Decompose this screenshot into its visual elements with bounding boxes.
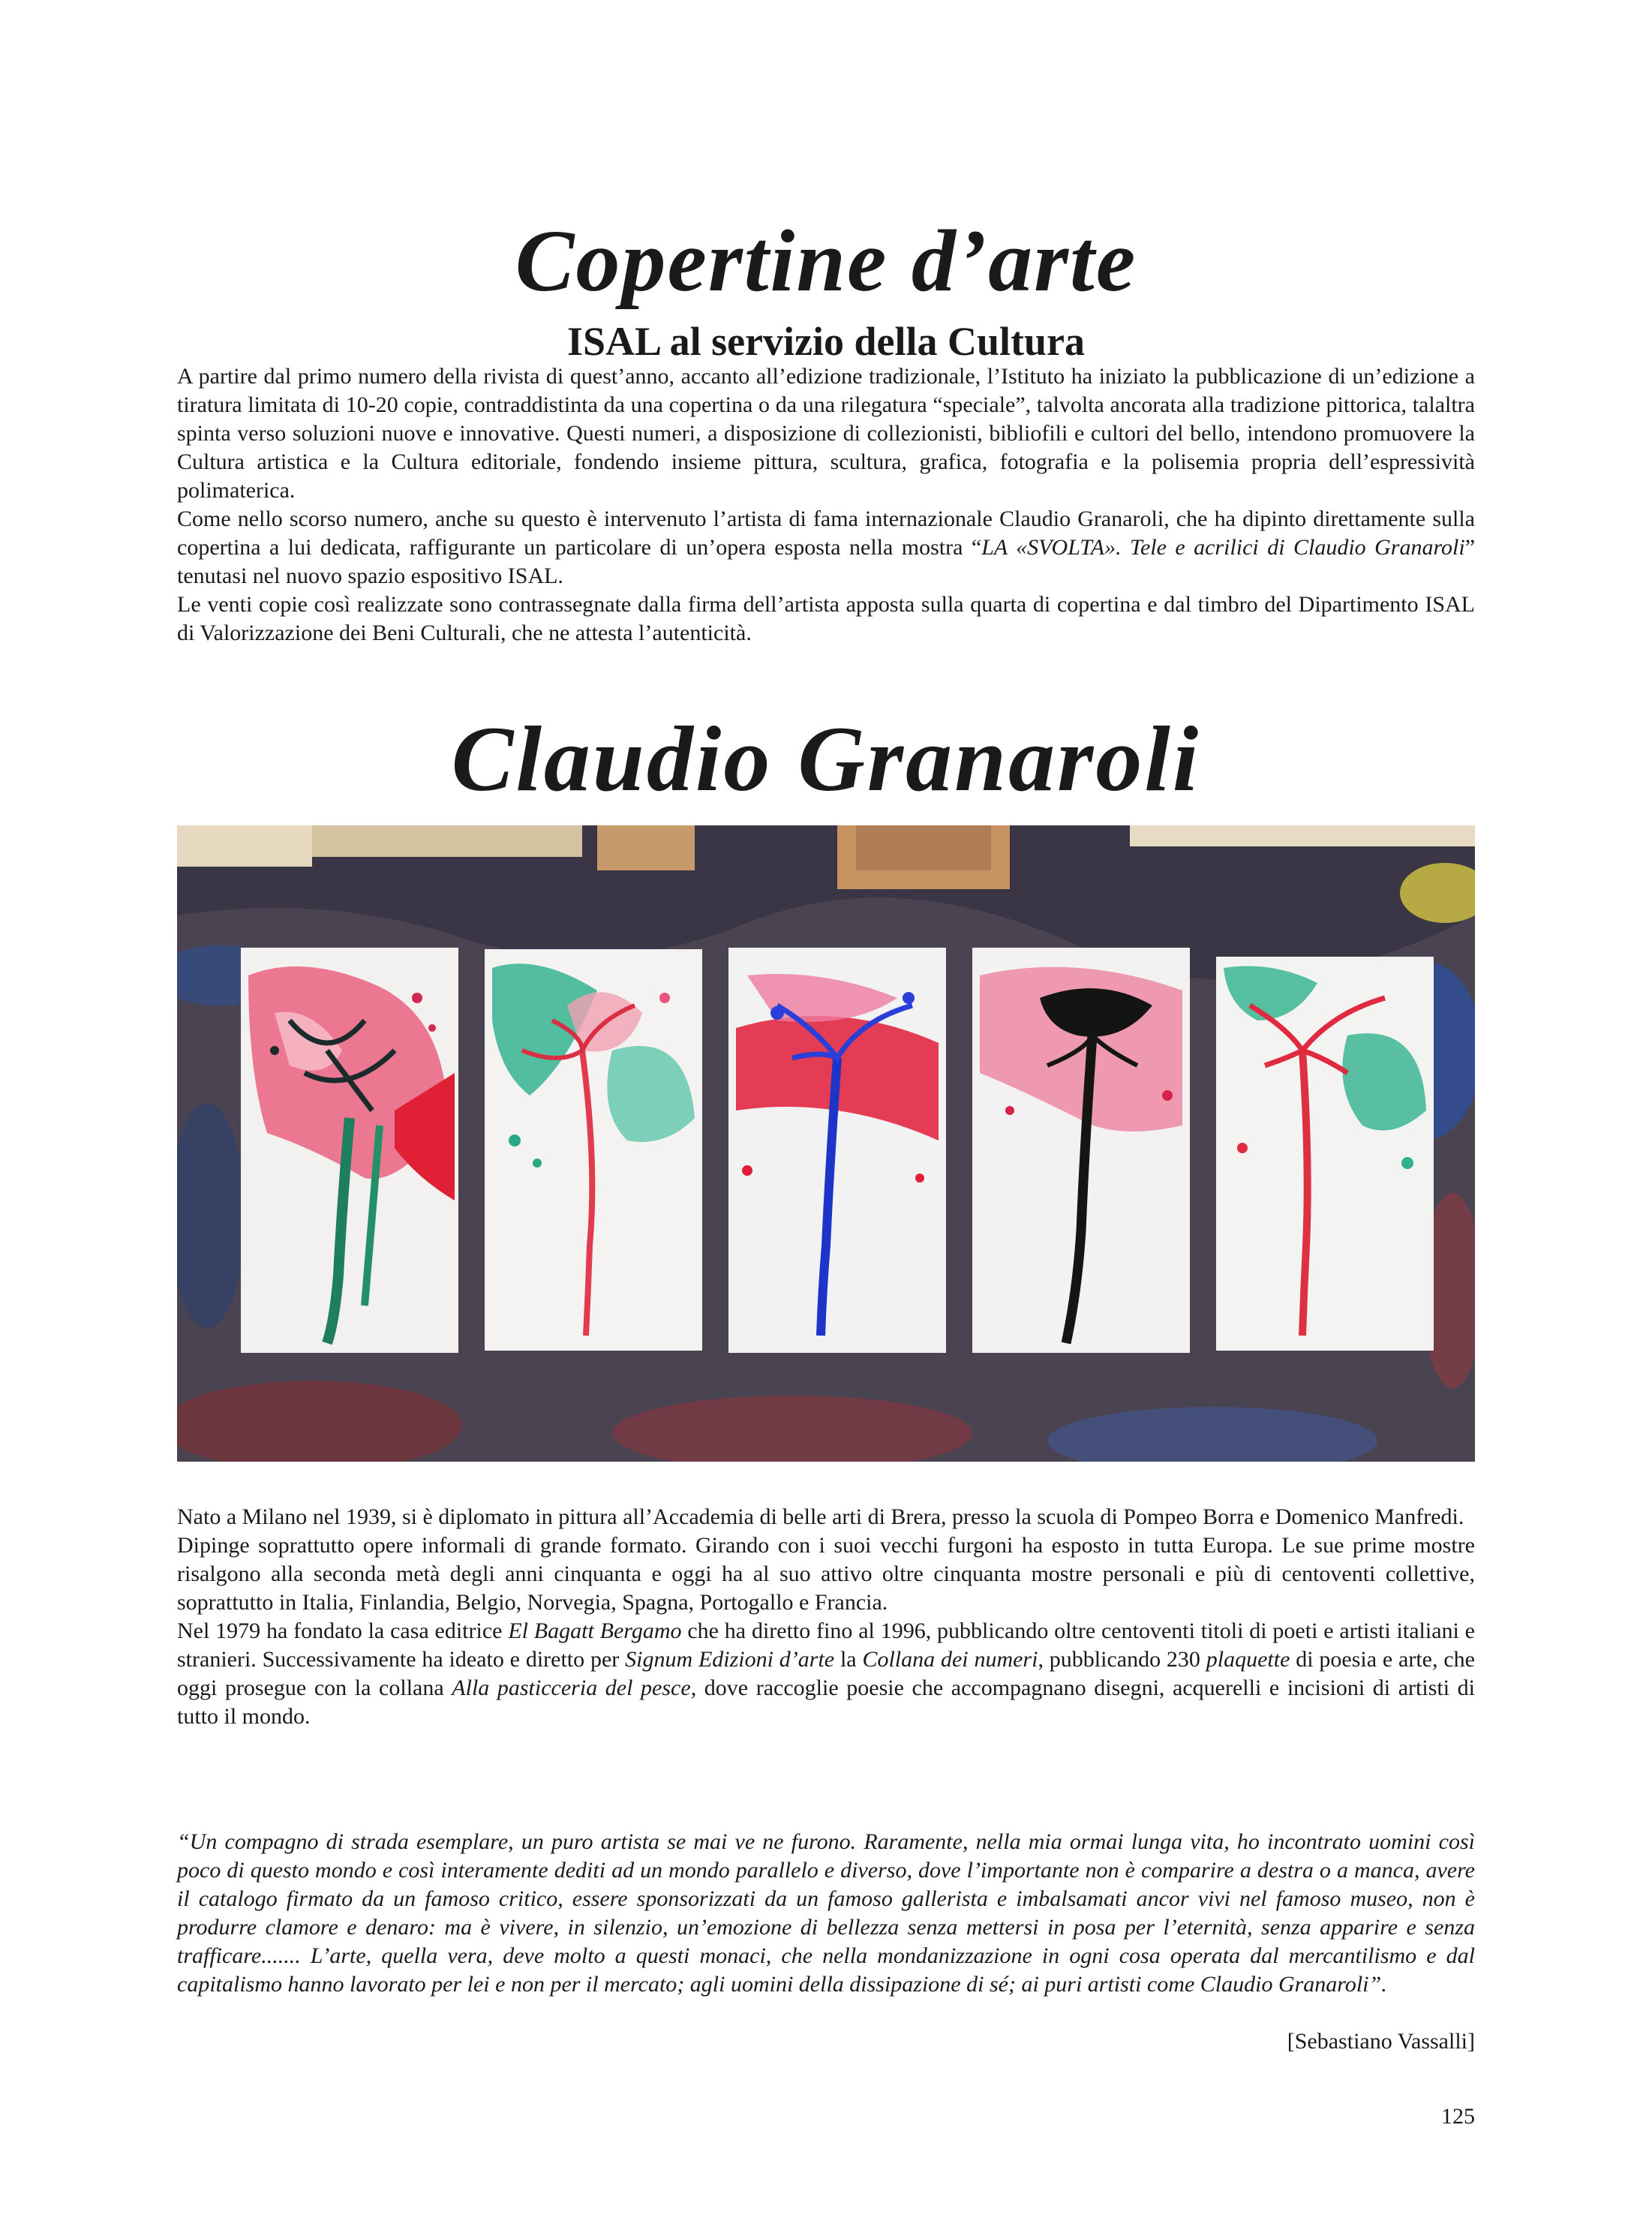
painting-5 xyxy=(1216,957,1434,1351)
page-subtitle: ISAL al servizio della Cultura xyxy=(566,318,1086,364)
bio-p3-c: che ha diretto fino al 1996, pubblicando oltre centoventi titoli di poeti e artisti italiani e stranieri. Successivamente ha ideato e diretto per xyxy=(177,1618,1476,1672)
page-title: Copertine d’arte xyxy=(515,212,1137,311)
publisher-name: El Bagatt Bergamo xyxy=(508,1618,682,1643)
artist-name-heading: Claudio Granaroli xyxy=(451,708,1201,810)
edition-name: Signum Edizioni d’arte xyxy=(625,1647,835,1672)
bio-p3-e: la xyxy=(834,1647,863,1672)
page-number: 125 xyxy=(1441,2104,1475,2129)
bio-paragraph-3 xyxy=(177,1617,1475,1731)
intro-paragraph-3: Le venti copie così realizzate sono contrassegnate dalla firma dell’artista apposta sulla quarta di copertina e dal timbro del Dipartimento ISAL di Valorizzazione dei Beni Culturali, che ne attesta l’autenticità. xyxy=(177,592,1475,645)
intro-paragraph-2 xyxy=(177,505,1475,591)
quote-author: [Sebastiano Vassalli] xyxy=(1287,2029,1475,2054)
intro-p2-text: Come nello scorso numero, anche su questo è intervenuto l’artista di fama internazionale Claudio Granaroli, che ha dipinto direttamente sulla copertina a lui dedicata, raffigurante un particolare di un’opera esposta nella mostra “ xyxy=(177,506,1475,560)
bio-paragraph-1: Nato a Milano nel 1939, si è diplomato in pittura all’Accademia di belle arti di Brera, presso la scuola di Pompeo Borra e Domenico Manfredi. xyxy=(177,1504,1464,1529)
painting-2 xyxy=(485,949,702,1351)
series-name: Collana dei numeri xyxy=(862,1647,1038,1672)
plaquette-word: plaquette xyxy=(1206,1647,1290,1672)
bio-p3-i: di poesia e arte, che oggi prosegue con la collana xyxy=(177,1647,1475,1700)
five-canvas-paintings-photo xyxy=(177,825,1475,1462)
bio-p3-a: Nel 1979 ha fondato la casa editrice xyxy=(177,1618,509,1643)
intro-paragraph-1: A partire dal primo numero della rivista di quest’anno, accanto all’edizione tradizionale, l’Istituto ha iniziato la pubblicazione di un’edizione a tiratura limitata di 10-20 copie, contraddistinta da una copertina o da una rilegatura “speciale”, talvolta ancorata alla tradizione pittorica, talaltra spinta verso soluzioni nuove e innovative. Questi numeri, a disposizione di collezionisti, bibliofili e cultori del bello, intendono promuovere la Cultura artistica e la Cultura editoriale, fondendo insieme pittura, scultura, grafica, fotografia e la polisemia propria dell’espressività polimaterica. xyxy=(177,364,1475,503)
painting-3 xyxy=(728,948,946,1353)
paintings-photo xyxy=(177,825,1475,1462)
bio-p3-g: , pubblicando 230 xyxy=(1038,1647,1206,1672)
quote-block xyxy=(177,1828,1475,1999)
quote-text: “Un compagno di strada esemplare, un puro artista se mai ve ne furono. Raramente, nella mia ormai lunga vita, ho incontrato uomini così poco di questo mondo e così interamente dediti ad un mondo parallelo e diverso, dove l’importante non è comparire a destra o a manca, avere il catalogo firmato da un famoso critico, essere sponsorizzati da un famoso gallerista e imbalsamati ancor vivi nel famoso museo, non è produrre clamore e denaro: ma è vivere, in silenzio, un’emozione di bellezza senza mettersi in posa per l’eternità, senza apparire e senza trafficare....... L’arte, quella vera, deve molto a questi monaci, che nella mondanizzazione in ogni cosa operata dal mercantilismo e dal capitalismo hanno lavorato per lei e non per il mercato; agli uomini della dissipazione di sé; ai puri artisti come Claudio Granaroli”. xyxy=(177,1829,1475,1997)
collection-name: Alla pasticceria del pesce xyxy=(452,1676,691,1700)
exhibition-title: LA «SVOLTA». Tele e acrilici di Claudio Granaroli xyxy=(981,535,1465,560)
bio-p3-k: , dove raccoglie poesie che accompagnano disegni, acquerelli e incisioni di artisti di tutto il mondo. xyxy=(177,1676,1475,1729)
bio-paragraph-2: Dipinge soprattutto opere informali di grande formato. Girando con i suoi vecchi furgoni ha esposto in tutta Europa. Le sue prime mostre risalgono alla seconda metà degli anni cinquanta e oggi ha al suo attivo oltre cinquanta mostre personali e più di centoventi collettive, soprattutto in Italia, Finlandia, Belgio, Norvegia, Spagna, Portogallo e Francia. xyxy=(177,1533,1475,1615)
painting-4 xyxy=(972,948,1190,1353)
intro-text xyxy=(177,362,1475,648)
painting-1 xyxy=(241,948,458,1353)
biography-text xyxy=(177,1503,1475,1731)
intro-p2-end: ” tenutasi nel nuovo spazio espositivo ISAL. xyxy=(177,535,1476,588)
